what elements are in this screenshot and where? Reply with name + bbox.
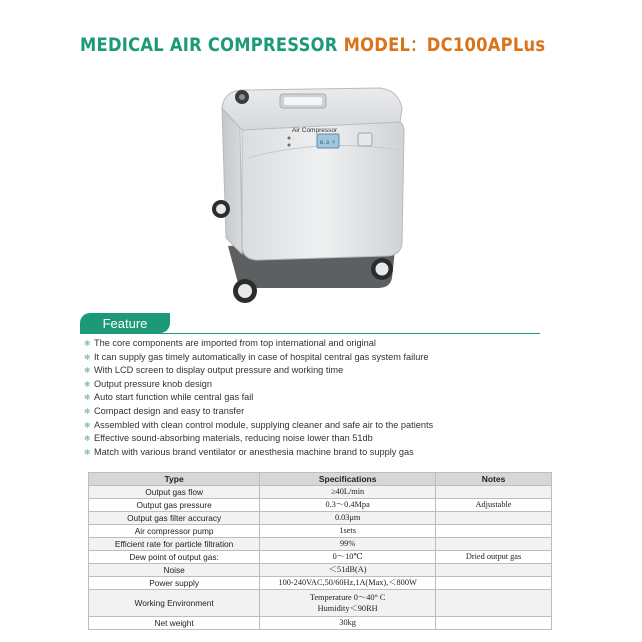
lcd-readout: 0.3 ? [320,140,336,146]
column-header-specifications: Specifications [260,473,436,486]
list-item: ❄ With LCD screen to display output pressure and working time [84,364,433,378]
cell-spec: ＜51dB(A) [260,564,436,577]
cell-type: Power supply [89,577,260,590]
snowflake-bullet-icon: ❄ [84,366,91,376]
snowflake-bullet-icon: ❄ [84,393,91,403]
spec-line-humidity: Humidity＜90RH [317,604,378,613]
table-row [89,512,552,525]
page-title [80,30,545,57]
cell-type: Noise [89,564,260,577]
cell-type: Output gas filter accuracy [89,512,260,525]
cell-notes [436,564,552,577]
cell-spec: 0.03μm [260,512,436,525]
cell-notes: Dried output gas [436,551,552,564]
cell-spec: 99% [260,538,436,551]
cell-spec: 30kg [260,617,436,630]
list-item: ❄ It can supply gas timely automatically in case of hospital central gas system failure [84,351,433,365]
cell-notes [436,512,552,525]
cell-type: Efficient rate for particle filtration [89,538,260,551]
list-item: ❄ The core components are imported from top international and original [84,337,433,351]
feature-heading: Feature [80,313,170,333]
list-item: ❄ Auto start function while central gas fail [84,391,433,405]
cell-notes: Adjustable [436,499,552,512]
table-row [89,564,552,577]
cell-notes [436,577,552,590]
cell-type: Dew point of output gas: [89,551,260,564]
list-item: ❄ Compact design and easy to transfer [84,405,433,419]
column-header-type: Type [89,473,260,486]
cell-notes [436,617,552,630]
table-row [89,499,552,512]
cell-spec: 0～10℃ [260,551,436,564]
cell-notes [436,486,552,499]
cell-type: Output gas flow [89,486,260,499]
device-brand-label: Air Compressor [292,127,338,134]
table-row [89,538,552,551]
snowflake-bullet-icon: ❄ [84,406,91,416]
cell-spec: 0.3～0.4Mpa [260,499,436,512]
cell-notes [436,525,552,538]
feature-list [84,337,433,459]
table-row [89,551,552,564]
cell-notes [436,538,552,551]
cell-spec: 1sets [260,525,436,538]
table-row [89,525,552,538]
model-number: MODEL：DC100APLus [343,34,546,56]
table-row [89,590,552,617]
feature-divider [80,333,540,334]
snowflake-bullet-icon: ❄ [84,379,91,389]
table-row [89,577,552,590]
table-row [89,617,552,630]
product-image [200,78,420,310]
cell-spec: 100-240VAC,50/60Hz,1A(Max),＜800W [260,577,436,590]
cell-type: Working Environment [89,590,260,617]
snowflake-bullet-icon: ❄ [84,420,91,430]
cell-type: Air compressor pump [89,525,260,538]
table-header-row [89,473,552,486]
snowflake-bullet-icon: ❄ [84,447,91,457]
spec-line-temperature: Temperature 0～40° C [309,593,386,602]
list-item: ❄ Match with various brand ventilator or anesthesia machine brand to supply gas [84,446,433,460]
cell-notes [436,590,552,617]
cell-spec: ≥40L/min [260,486,436,499]
snowflake-bullet-icon: ❄ [84,339,91,348]
snowflake-bullet-icon: ❄ [84,434,91,444]
list-item: ❄ Effective sound-absorbing materials, reducing noise lower than 51db [84,432,433,446]
list-item: ❄ Output pressure knob design [84,378,433,392]
specifications-table [88,472,552,630]
cell-spec [260,590,436,617]
table-row [89,486,552,499]
column-header-notes: Notes [436,473,552,486]
cell-type: Output gas pressure [89,499,260,512]
snowflake-bullet-icon: ❄ [84,352,91,362]
product-name: MEDICAL AIR COMPRESSOR [80,34,338,56]
list-item: ❄ Assembled with clean control module, supplying cleaner and safe air to the patients [84,419,433,433]
cell-type: Net weight [89,617,260,630]
